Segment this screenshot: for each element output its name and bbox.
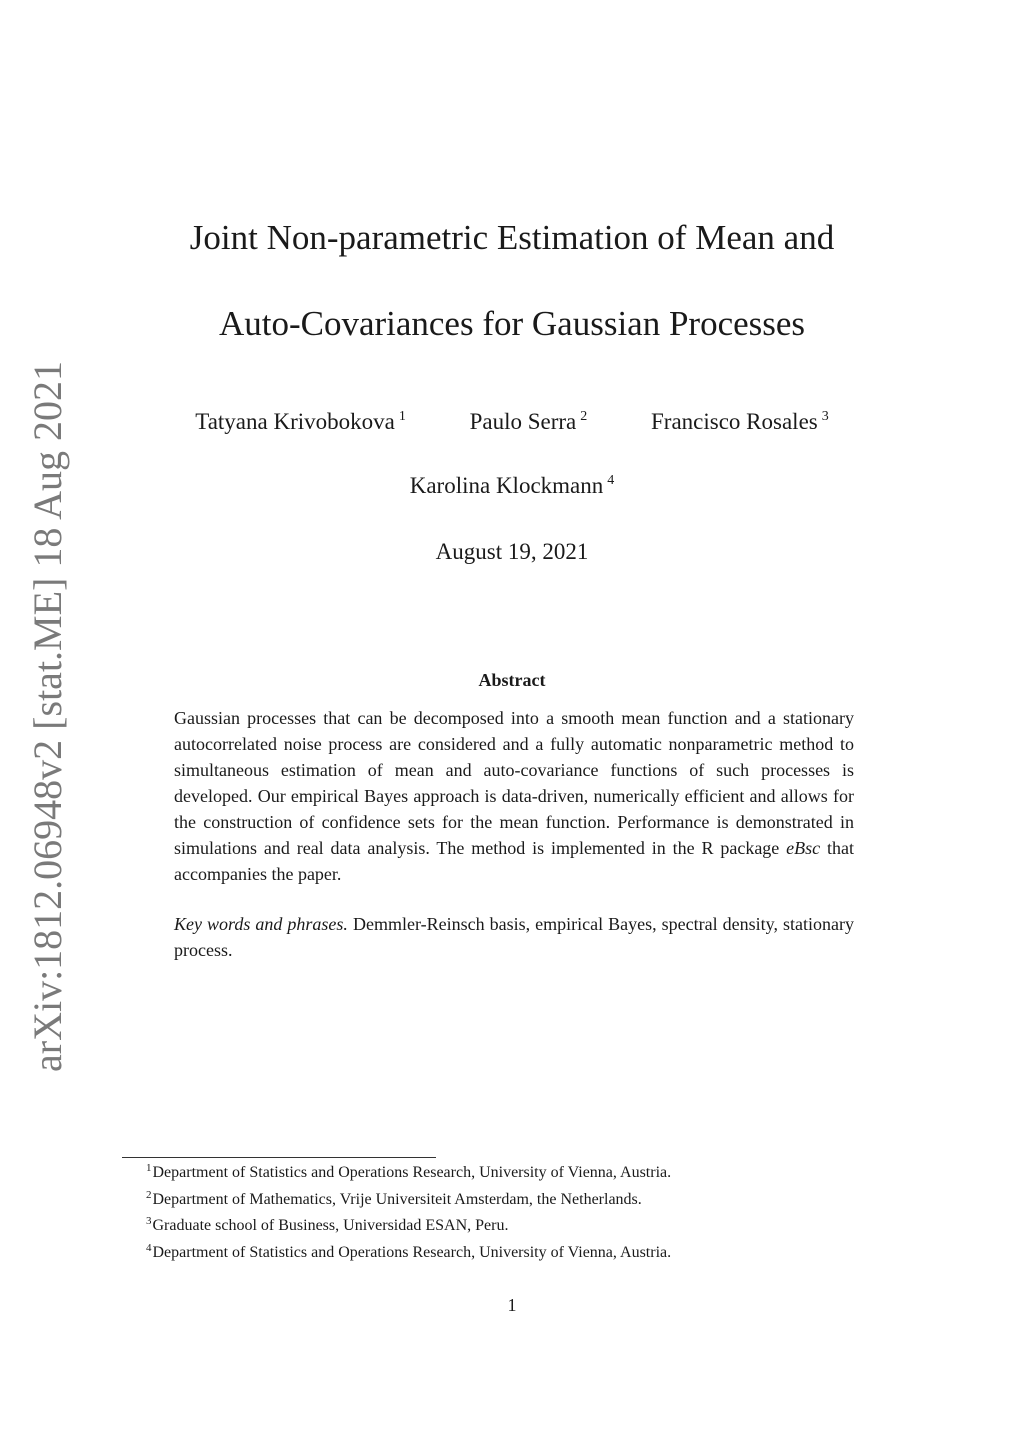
author-name: Francisco Rosales (651, 409, 818, 434)
authors-row-2 (0, 471, 1024, 501)
footnote-mark: 4 (146, 1241, 152, 1254)
page-number: 1 (507, 1295, 517, 1315)
keywords-text: Demmler-Reinsch basis, empirical Bayes, spectral density, stationary process. (174, 914, 854, 960)
footnote-mark: 2 (146, 1188, 152, 1201)
affiliation-mark: 2 (580, 409, 588, 424)
footnote-4 (146, 1240, 886, 1267)
footnote-text: Department of Statistics and Operations Research, University of Vienna, Austria. (152, 1164, 672, 1181)
paper-title-line-2: Auto-Covariances for Gaussian Processes (218, 304, 806, 343)
abstract-heading: Abstract (478, 670, 546, 690)
package-name: eBsc (786, 838, 821, 858)
footnote-divider (122, 1157, 436, 1158)
author-name: Paulo Serra (469, 409, 577, 434)
affiliation-mark: 1 (398, 409, 406, 424)
author-klockmann (410, 471, 615, 501)
footnote-3 (146, 1213, 886, 1240)
abstract-text-main: Gaussian processes that can be decomposed into a smooth mean function and a stationary autocorrelated noise process are considered and a fully automatic nonparametric method to simultaneous estimation of mean and auto-covariance functions of such processes is developed. Our empirical Bayes approach is data-driven, numerically efficient and allows for the construction of confidence sets for the mean function. Performance is demonstrated in simulations and real data analysis. The method is implemented in the R package (174, 708, 854, 858)
author-rosales (651, 407, 829, 437)
footnote-mark: 1 (146, 1162, 152, 1174)
keywords-label: Key words and phrases. (174, 914, 348, 934)
arxiv-identifier-stamp: arXiv:1812.06948v2 [stat.ME] 18 Aug 2021 (25, 360, 70, 1072)
author-krivobokova (195, 407, 406, 437)
authors-row-1 (0, 407, 1024, 437)
affiliation-mark: 3 (821, 409, 829, 424)
affiliation-mark: 4 (607, 473, 615, 488)
footnote-text: Department of Mathematics, Vrije Universiteit Amsterdam, the Netherlands. (152, 1190, 642, 1208)
abstract-text-end: that accompanies the paper. (174, 838, 854, 884)
footnote-mark: 3 (146, 1215, 152, 1227)
author-name: Tatyana Krivobokova (195, 409, 395, 434)
author-name: Karolina Klockmann (409, 473, 604, 498)
footnote-2 (146, 1187, 886, 1214)
paper-title-line-1: Joint Non-parametric Estimation of Mean and (189, 218, 835, 257)
footnote-1 (146, 1160, 886, 1187)
keywords (174, 911, 854, 963)
author-serra (470, 407, 588, 437)
publication-date: August 19, 2021 (435, 539, 589, 564)
footnotes (146, 1160, 886, 1266)
footnote-text: Graduate school of Business, Universidad ESAN, Peru. (152, 1217, 509, 1234)
footnote-text: Department of Statistics and Operations Research, University of Vienna, Austria. (152, 1243, 672, 1261)
abstract-text (174, 705, 854, 887)
